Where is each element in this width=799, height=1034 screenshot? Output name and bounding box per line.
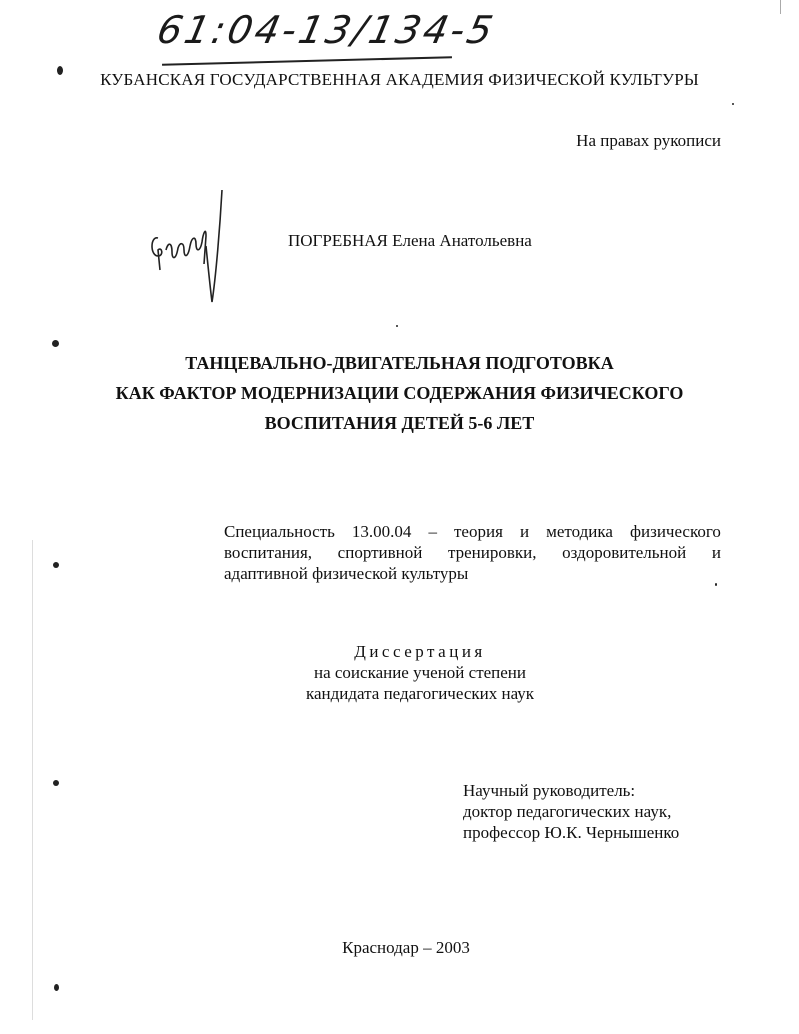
specialty-line: адаптивной физической культуры	[224, 564, 469, 583]
specialty-block	[224, 521, 721, 584]
dissertation-title	[0, 348, 799, 438]
scan-speck	[54, 984, 59, 991]
scan-speck	[396, 325, 398, 327]
city-year: Краснодар – 2003	[342, 938, 470, 957]
title-line: ВОСПИТАНИЯ ДЕТЕЙ 5-6 ЛЕТ	[264, 413, 535, 433]
scan-edge-line	[780, 0, 781, 14]
supervisor-block	[463, 780, 679, 843]
dissertation-heading: Диссертация	[354, 642, 486, 661]
scan-speck	[53, 780, 59, 786]
scan-speck	[53, 562, 59, 568]
dissertation-line: на соискание ученой степени	[313, 663, 527, 682]
specialty-line: воспитания, спортивной тренировки, оздоровительной и	[224, 543, 721, 562]
title-line: КАК ФАКТОР МОДЕРНИЗАЦИИ СОДЕРЖАНИЯ ФИЗИЧЕСКОГО	[115, 383, 684, 403]
author-name: ПОГРЕБНАЯ Елена Анатольевна	[288, 231, 532, 250]
scan-speck	[52, 340, 59, 347]
scan-speck	[732, 103, 734, 105]
archive-code: 61:04-13/134-5	[153, 8, 500, 52]
dissertation-block	[0, 641, 799, 704]
rights-note: На правах рукописи	[576, 131, 721, 150]
archive-code-underline	[162, 56, 452, 66]
supervisor-line: Научный руководитель:	[463, 781, 636, 800]
supervisor-line: профессор Ю.К. Чернышенко	[463, 823, 680, 842]
title-line: ТАНЦЕВАЛЬНО-ДВИГАТЕЛЬНАЯ ПОДГОТОВКА	[185, 353, 614, 373]
institution-name: КУБАНСКАЯ ГОСУДАРСТВЕННАЯ АКАДЕМИЯ ФИЗИЧЕСКОЙ КУЛЬТУРЫ	[100, 70, 699, 89]
dissertation-line: кандидата педагогических наук	[305, 684, 535, 703]
specialty-line: Специальность 13.00.04 – теория и методика физического	[224, 522, 721, 541]
signature-image	[146, 186, 236, 306]
supervisor-line: доктор педагогических наук,	[463, 802, 672, 821]
